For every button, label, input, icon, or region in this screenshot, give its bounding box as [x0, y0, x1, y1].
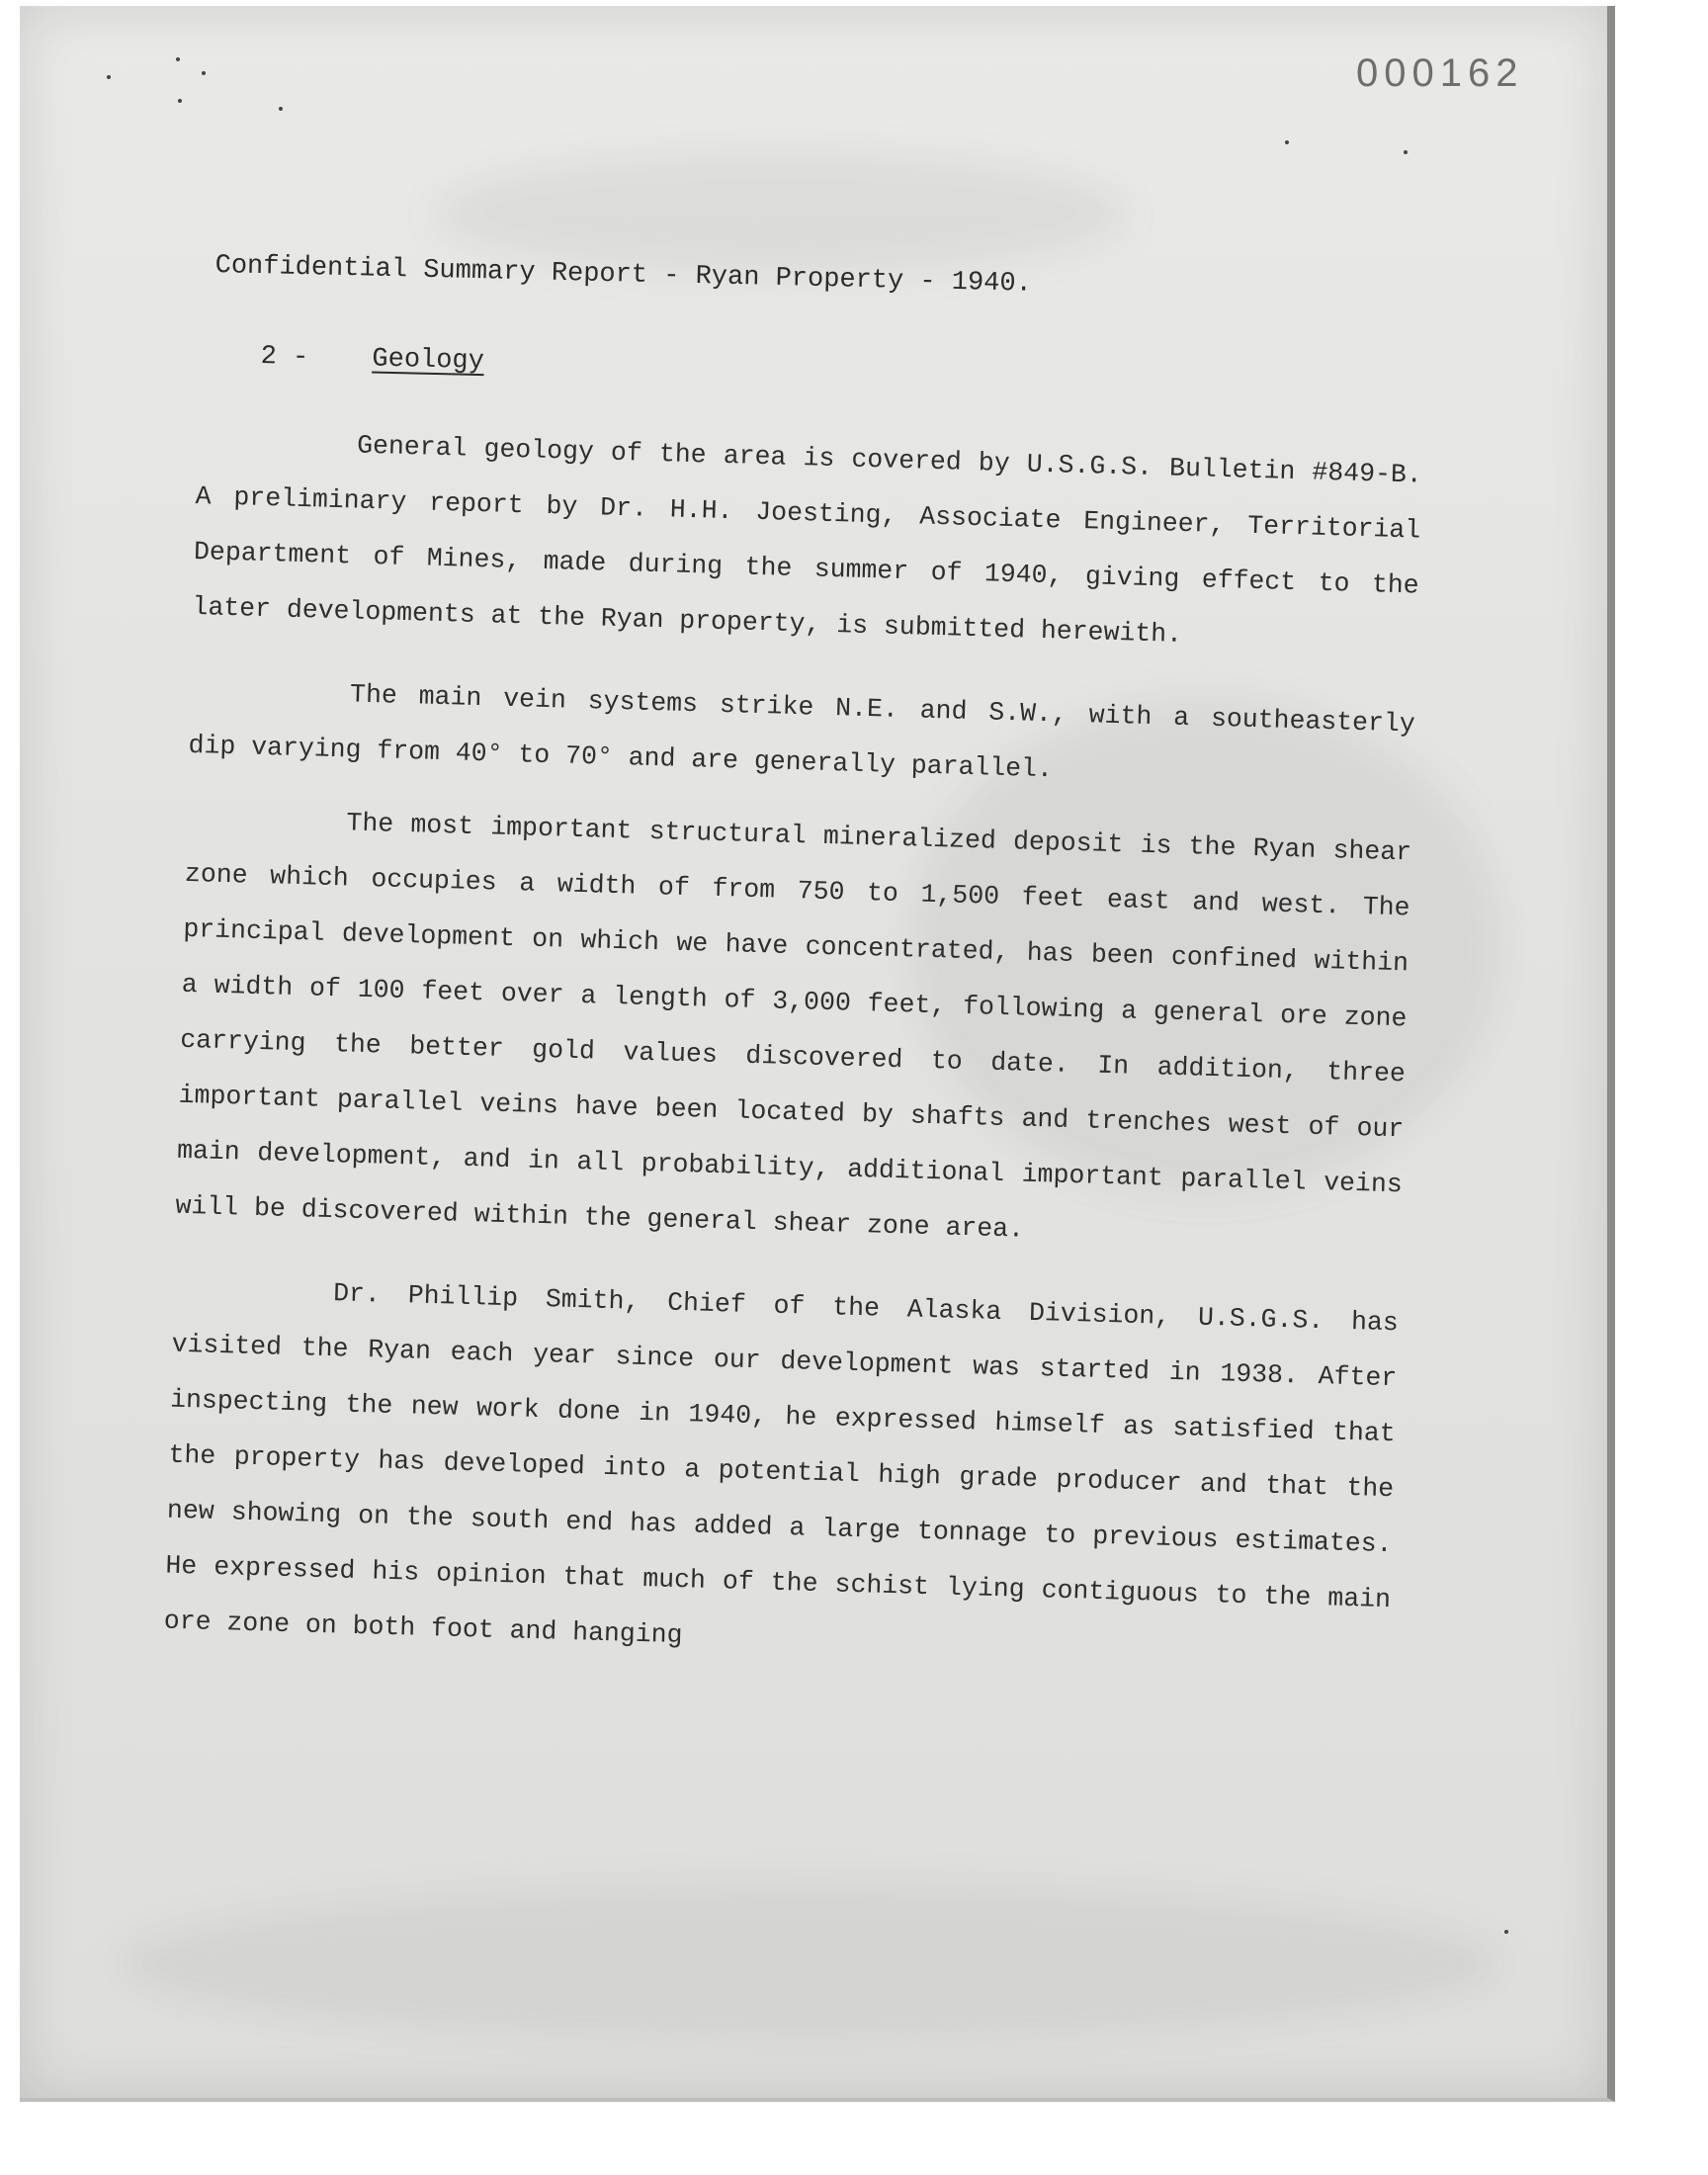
- scan-smudge: [435, 154, 1127, 273]
- scan-speck: [178, 99, 182, 103]
- scan-speck: [1285, 140, 1289, 144]
- scan-speck: [202, 71, 206, 75]
- paragraph: Dr. Phillip Smith, Chief of the Alaska Division, U.S.G.S. has visited the Ryan each year since our development was started in 1938. After inspecting the new work done in 1940, he expressed himself as satisfied that the property has developed into a potential high grade producer and that the new showing on the south end has added a large tonnage to previous estimates. He expressed his opinion that much of the schist lying contiguous to the main ore zone on both foot and hanging: [163, 1278, 1400, 1651]
- paragraph: The main vein systems strike N.E. and S.W., with a southeasterly dip varying from 40° to 70° and are generally parallel.: [188, 679, 1416, 785]
- scan-speck: [176, 57, 180, 61]
- paragraph: The most important structural mineralized deposit is the Ryan shear zone which occupies a width of from 750 to 1,500 feet east and west. The principal development on which we have concentrated, has been confined within a width of 100 feet over a length of 3,000 feet, following a general ore zone carrying the better gold values discovered to date. In addition, three important parallel veins have been located by shafts and trenches west of our main development, and in all probability, additional important parallel veins will be discovered within the general shear zone area.: [175, 808, 1412, 1245]
- scan-speck: [279, 107, 283, 111]
- scan-speck: [1504, 1930, 1508, 1934]
- body-text: [163, 413, 1423, 1700]
- section-heading: Geology: [372, 344, 485, 378]
- paragraph: General geology of the area is covered by U.S.G.S. Bulletin #849-B. A preliminary report by Dr. H.H. Joesting, Associate Engineer, Territorial Department of Mines, made during the summer of 1940, giving effect to the later developments at the Ryan property, is submitted herewith.: [192, 430, 1423, 650]
- scan-speck: [107, 75, 111, 79]
- section-header: [260, 342, 484, 377]
- document-title: Confidential Summary Report - Ryan Property - 1940.: [214, 251, 1033, 300]
- scan-smudge: [119, 1884, 1502, 2043]
- page-number: 000162: [1356, 51, 1524, 95]
- section-number: 2 -: [260, 342, 309, 374]
- scan-speck: [1404, 150, 1408, 154]
